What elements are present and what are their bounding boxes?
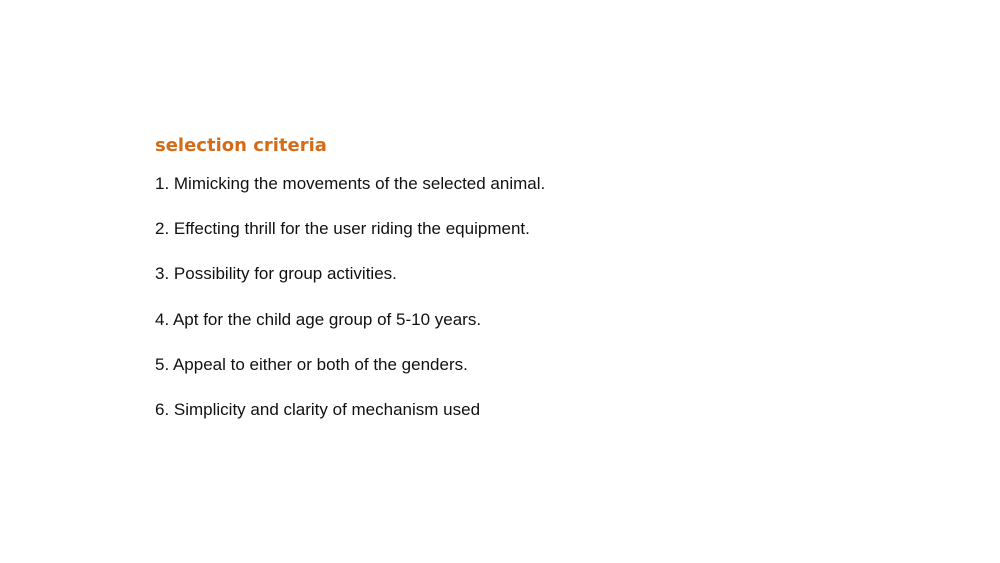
slide-title: selection criteria xyxy=(155,135,327,156)
criteria-list xyxy=(155,172,545,443)
criteria-item: 6. Simplicity and clarity of mechanism used xyxy=(155,399,481,419)
criteria-item: 4. Apt for the child age group of 5-10 years. xyxy=(155,309,482,329)
criteria-item: 1. Mimicking the movements of the selected animal. xyxy=(155,174,546,193)
criteria-item: 5. Appeal to either or both of the genders. xyxy=(155,354,468,374)
criteria-item: 2. Effecting thrill for the user riding the equipment. xyxy=(155,219,530,239)
criteria-item: 3. Possibility for group activities. xyxy=(155,264,397,284)
